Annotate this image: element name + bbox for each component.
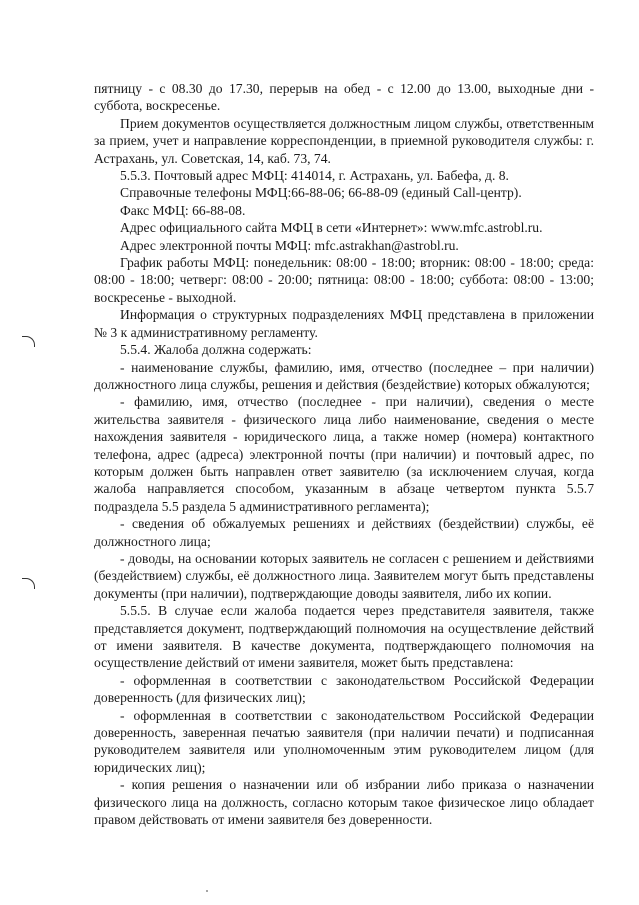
paragraph-mfc-website: Адрес официального сайта МФЦ в сети «Интернет»: www.mfc.astrobl.ru. (120, 220, 543, 236)
paragraph-complaint-contents-heading: 5.5.4. Жалоба должна содержать: (120, 342, 312, 358)
paragraph-mfc-fax: Факс МФЦ: 66-88-08. (120, 202, 246, 218)
paragraph-schedule-continuation: пятницу - с 08.30 до 17.30, перерыв на обед - с 12.00 до 13.00, выходные дни - суббота, воскресенье. (94, 81, 594, 114)
paragraph-mfc-departments: Информация о структурных подразделениях МФЦ представлена в приложении № 3 к административному регламенту. (94, 307, 594, 340)
paragraph-mfc-phones: Справочные телефоны МФЦ:66-88-06; 66-88-09 (единый Call-центр). (120, 185, 522, 201)
paragraph-complaint-item-arguments: - доводы, на основании которых заявитель не согласен с решением и действиями (бездействием) службы, её должностного лица. Заявителем могут быть представлены документы (при наличии), подтверждающие доводы заявителя, либо их копии. (94, 550, 594, 601)
paragraph-complaint-item-service: - наименование службы, фамилию, имя, отчество (последнее – при наличии) должностного лица службы, решения и действия (бездействие) которых обжалуются; (94, 359, 594, 392)
punch-hole-mark-bottom (22, 578, 35, 589)
paragraph-poa-individuals: - оформленная в соответствии с законодательством Российской Федерации доверенность (для физических лиц); (94, 672, 594, 706)
document-body (94, 80, 594, 828)
paragraph-complaint-item-applicant: - фамилию, имя, отчество (последнее - при наличии), сведения о месте жительства заявителя - физического лица либо наименование, сведения о месте нахождения заявителя - юридического лица, а также номер (номера) контактного телефона, адрес (адреса) электронной почты (при наличии) и почтовый адрес, по которым должен быть направлен ответ заявителю (за исключением случая, когда жалоба направляется способом, указанным в абзаце четвертом пункта 5.5.7 подраздела 5.5 раздела 5 административного регламента); (94, 394, 594, 514)
scan-speck (206, 890, 208, 892)
paragraph-mfc-email: Адрес электронной почты МФЦ: mfc.astrakhan@astrobl.ru. (120, 237, 459, 253)
punch-hole-mark-top (22, 336, 35, 347)
paragraph-document-reception: Прием документов осуществляется должностным лицом службы, ответственным за прием, учет и направление корреспонденции, в приемной руководителя службы: г. Астрахань, ул. Советская, 14, каб. 73, 74. (94, 115, 594, 166)
paragraph-appointment-order: - копия решения о назначении или об избрании либо приказа о назначении физического лица на должность, согласно которым такое физическое лицо обладает правом действовать от имени заявителя без доверенности. (94, 777, 594, 828)
paragraph-poa-legal-entities: - оформленная в соответствии с законодательством Российской Федерации доверенность, заверенная печатью заявителя (при наличии печати) и подписанная руководителем заявителя или уполномоченным этим руководителем лицом (для юридических лиц); (94, 707, 594, 775)
paragraph-mfc-postal-address: 5.5.3. Почтовый адрес МФЦ: 414014, г. Астрахань, ул. Бабефа, д. 8. (120, 168, 509, 184)
paragraph-complaint-item-decisions: - сведения об обжалуемых решениях и действиях (бездействии) службы, её должностного лица; (94, 516, 594, 549)
paragraph-representative: 5.5.5. В случае если жалоба подается через представителя заявителя, также представляется документ, подтверждающий полномочия на осуществление действий от имени заявителя. В качестве документа, подтверждающего полномочия на осуществление действий от имени заявителя, может быть представлена: (94, 603, 594, 671)
paragraph-mfc-schedule: График работы МФЦ: понедельник: 08:00 - 18:00; вторник: 08:00 - 18:00; среда: 08:00 - 18:00; четверг: 08:00 - 20:00; пятница: 08:00 - 18:00; суббота: 08:00 - 13:00; воскресенье - выходной. (94, 255, 594, 305)
